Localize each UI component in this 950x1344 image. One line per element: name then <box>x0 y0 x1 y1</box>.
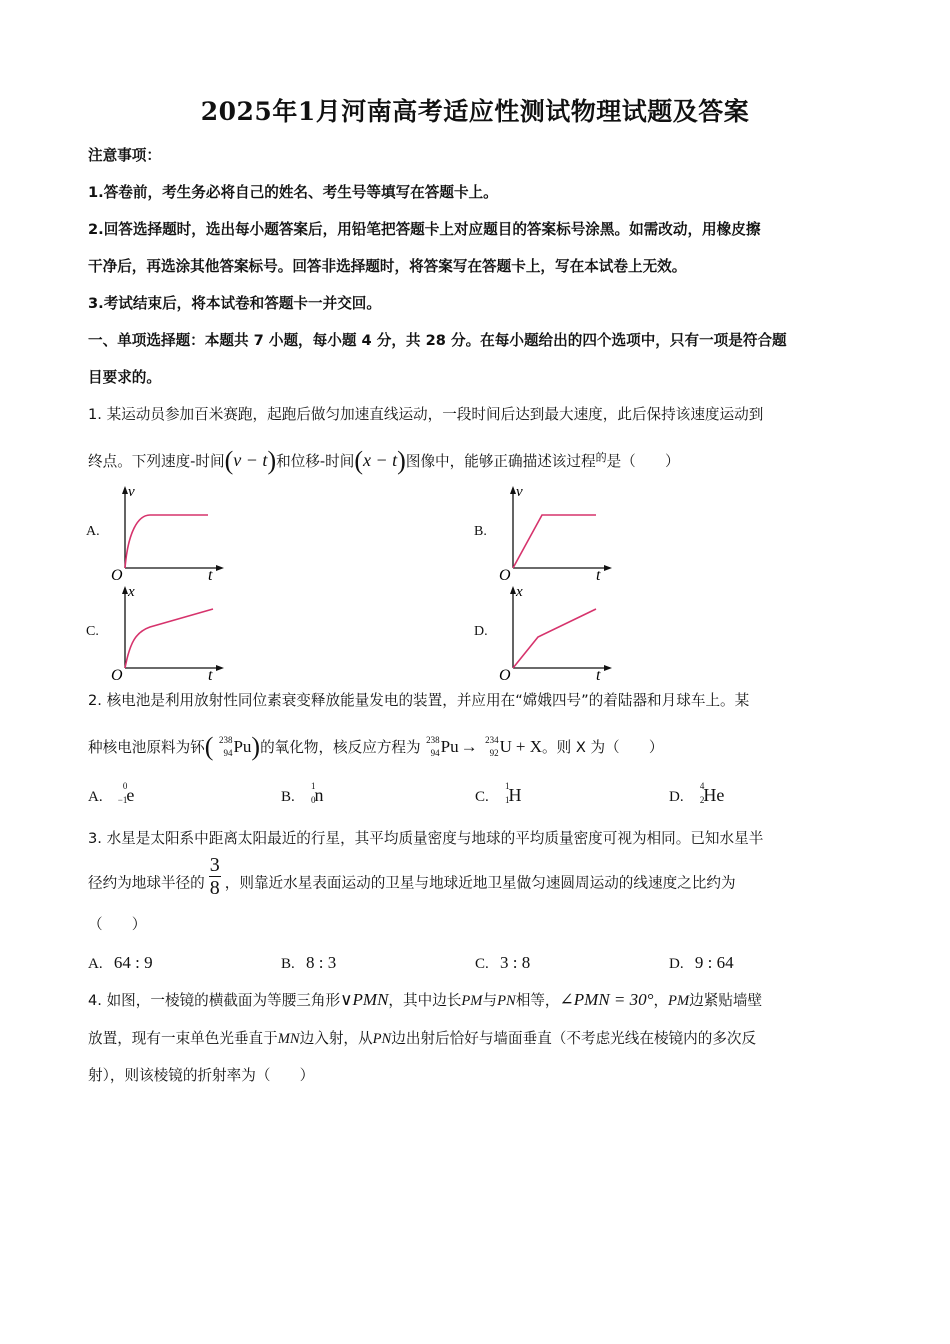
q1-option-a-label[interactable]: A. <box>86 524 100 539</box>
axis-label-t: t <box>208 567 213 582</box>
choice-indices <box>299 781 319 805</box>
q1-text-part: 终点。下列速度-时间 <box>88 453 225 470</box>
choice-value: 8 : 3 <box>306 953 337 972</box>
q1-curve-b <box>513 515 596 568</box>
side-mn: MN <box>277 1031 300 1047</box>
reaction-arrow-icon: → <box>460 737 478 756</box>
q1-graph-b <box>496 482 618 582</box>
q1-option-c-label[interactable]: C. <box>86 624 99 639</box>
notice-item-2: 2.回答选择题时，选出每小题答案后，用铅笔把答题卡上对应题目的答案标号涂黑。如需改动，用橡皮擦 <box>88 221 761 238</box>
notice-item-3: 3.考试结束后，将本试卷和答题卡一并交回。 <box>88 295 381 312</box>
q2-text-part: 。则 X 为（ ） <box>542 739 664 756</box>
q2-choice-a[interactable] <box>88 781 135 806</box>
q3-choice-c[interactable] <box>475 953 530 973</box>
axis-label-v: v <box>128 484 135 500</box>
xt-formula: x − t <box>363 450 398 470</box>
u-number: 92 <box>489 748 499 758</box>
q2-text-part: 种核电池原料为钚 <box>88 739 205 756</box>
axis-label-t: t <box>208 667 213 682</box>
page-title: 2025年1月河南高考适应性测试物理试题及答案 <box>200 97 750 126</box>
choice-label: C. <box>475 789 489 805</box>
q4-text-part: ，其中边长 <box>388 992 462 1009</box>
choice-value: 9 : 64 <box>694 953 734 972</box>
choice-indices <box>493 781 513 805</box>
q2-choice-b[interactable] <box>281 781 324 806</box>
q4-text-part: 边入射，从 <box>299 1030 373 1047</box>
q1-text-line2: 终点。下列速度-时间(v − t)和位移-时间(x − t)图像中，能够正确描述该过程$^的$是（ ） <box>88 446 680 475</box>
pu-symbol: Pu <box>440 737 459 756</box>
choice-top-index: 1 <box>505 781 510 791</box>
choice-value: 3 : 8 <box>500 953 531 972</box>
choice-symbol: n <box>314 785 324 805</box>
q2-text: 2. 核电池是利用放射性同位素衰变释放能量发电的装置，并应用在“嫦娥四号”的着陆器和月球车上。某 <box>88 692 750 709</box>
q3-text: 3. 水星是太阳系中距离太阳最近的行星，其平均质量密度与地球的平均质量密度可视为相同。已知水星半 <box>88 830 764 847</box>
section-heading: 一、单项选择题：本题共 7 小题，每小题 4 分，共 28 分。在每小题给出的四个选项中，只有一项是符合题 <box>88 332 787 349</box>
origin-label: O <box>111 667 123 682</box>
side-pm: PM <box>461 993 483 1009</box>
q4-text-line3: 射），则该棱镜的折射率为（ ） <box>88 1067 315 1084</box>
choice-indices <box>106 781 130 805</box>
origin-label: O <box>499 667 511 682</box>
notice-item-1: 1.答卷前，考生务必将自己的姓名、考生号等填写在答题卡上。 <box>88 184 498 201</box>
q3-text-part: 径约为地球半径的 <box>88 874 205 892</box>
q4-text-part: 边出射后恰好与墙面垂直（不考虑光线在棱镜内的多次反 <box>391 1030 757 1047</box>
choice-label: C. <box>475 956 489 972</box>
q1-text-part: 是（ ） <box>606 453 680 470</box>
notice-heading: 注意事项： <box>88 147 161 164</box>
choice-label: B. <box>281 956 295 972</box>
q3-choice-b[interactable] <box>281 953 336 973</box>
choice-bottom-index: 2 <box>699 795 705 805</box>
q4-text-part: ， <box>653 992 669 1009</box>
q4-text-part: 与 <box>482 992 498 1009</box>
choice-label: D. <box>669 956 684 972</box>
choice-symbol: He <box>703 785 725 805</box>
q1-graph-a <box>108 482 230 582</box>
q4-text-part: 相等， <box>515 992 560 1009</box>
choice-top-index: 1 <box>311 781 316 791</box>
pu-symbol: Pu <box>233 737 252 756</box>
q4-text <box>88 990 868 1011</box>
axis-label-t: t <box>596 667 601 682</box>
u-symbol: U <box>499 737 512 756</box>
pu-nuclide-indices <box>213 734 233 758</box>
q4-text-part: 边紧贴墙壁 <box>689 992 763 1009</box>
u-mass: 234 <box>485 735 499 745</box>
choice-top-index: 4 <box>699 781 705 791</box>
q4-text-part: 放置，现有一束单色光垂直于 <box>88 1030 278 1047</box>
pu-number: 94 <box>223 748 233 758</box>
choice-top-index: 0 <box>122 781 128 791</box>
pu-mass: 238 <box>218 735 233 745</box>
pu-nuclide-indices-2 <box>421 734 441 758</box>
q2-text-line2: 种核电池原料为钚( 238 94 Pu)的氧化物，核反应方程为 238 94 Pu → 234 92 U + X。则 X 为（ ） <box>88 732 664 761</box>
q4-text-part: 4. 如图，一棱镜的横截面为等腰三角形 <box>88 992 341 1009</box>
q1-text-part: 图像中，能够正确描述该过程 <box>405 453 596 470</box>
plus-x: + X <box>515 737 542 756</box>
q3-text-part: ，则靠近水星表面运动的卫星与地球近地卫星做匀速圆周运动的线速度之比约为 <box>224 874 736 892</box>
choice-label: D. <box>669 789 684 805</box>
q1-text-part: 和位移-时间 <box>276 453 355 470</box>
choice-bottom-index: −1 <box>117 795 128 805</box>
choice-label: B. <box>281 789 295 805</box>
vt-formula: v − t <box>233 450 268 470</box>
q4-text-line2 <box>88 1029 868 1049</box>
choice-indices <box>687 781 707 805</box>
axis-label-t: t <box>596 567 601 582</box>
angle-pmn: ∠PMN = 30° <box>559 990 654 1009</box>
section-heading-cont: 目要求的。 <box>88 369 161 386</box>
q1-option-d-label[interactable]: D. <box>474 624 488 639</box>
notice-item-2-cont: 干净后，再选涂其他答案标号。回答非选择题时，将答案写在答题卡上，写在本试卷上无效。 <box>88 258 687 275</box>
choice-symbol: e <box>126 785 135 805</box>
q1-graph-d <box>496 582 618 682</box>
origin-label: O <box>499 567 511 582</box>
side-pm: PM <box>668 993 690 1009</box>
q3-text-line3: （ ） <box>88 916 147 933</box>
axis-label-v: v <box>516 484 523 500</box>
fraction-denominator: 8 <box>209 877 220 899</box>
q1-curve-c <box>125 609 213 668</box>
side-pn: PN <box>372 1031 392 1047</box>
choice-bottom-index: 0 <box>311 795 316 805</box>
q1-curve-a <box>125 515 208 568</box>
origin-label: O <box>111 567 123 582</box>
choice-symbol: H <box>508 785 522 805</box>
q2-choice-c[interactable] <box>475 781 522 806</box>
q2-choice-d[interactable] <box>669 781 725 806</box>
q1-graph-c <box>108 582 230 682</box>
q1-text: 1. 某运动员参加百米赛跑，起跑后做匀加速直线运动，一段时间后达到最大速度，此后保持该速度运动到 <box>88 406 764 423</box>
q2-text-part: 的氧化物，核反应方程为 <box>260 739 421 756</box>
q3-choice-a[interactable] <box>88 953 153 973</box>
fraction-3-8 <box>209 854 221 899</box>
q1-option-b-label[interactable]: B. <box>474 524 487 539</box>
pu-number: 94 <box>430 748 440 758</box>
q3-text-line2 <box>88 854 868 899</box>
choice-label: A. <box>88 956 103 972</box>
triangle-pmn: ∨PMN <box>340 990 389 1009</box>
fraction-numerator: 3 <box>209 854 220 876</box>
axis-label-x: x <box>128 584 135 600</box>
side-pn: PN <box>497 993 516 1009</box>
u-nuclide-indices <box>480 734 500 758</box>
q3-choice-d[interactable] <box>669 953 734 973</box>
choice-bottom-index: 1 <box>505 795 510 805</box>
q1-text-part: 的 <box>595 451 607 464</box>
choice-label: A. <box>88 789 103 805</box>
axis-label-x: x <box>516 584 523 600</box>
q1-curve-d <box>513 609 596 668</box>
choice-value: 64 : 9 <box>113 953 153 972</box>
pu-mass: 238 <box>426 735 440 745</box>
